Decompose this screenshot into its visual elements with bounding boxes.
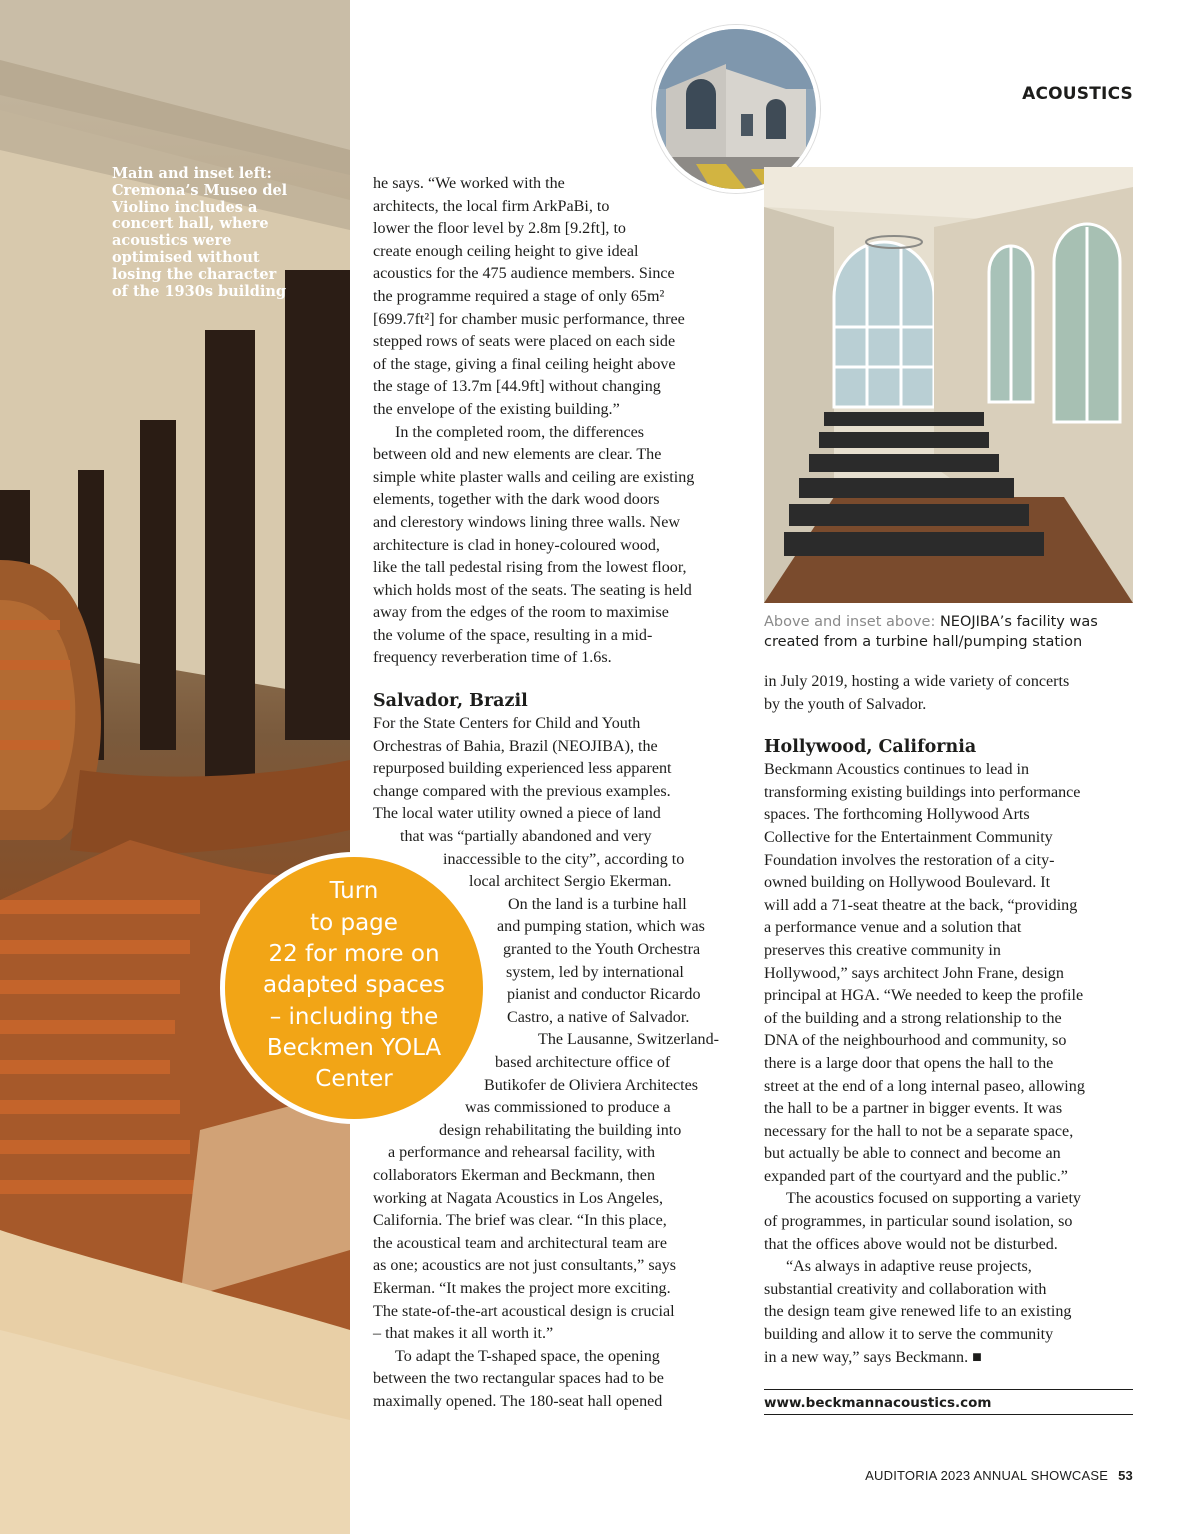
paragraph [373, 713, 748, 894]
paragraph [764, 759, 1139, 1188]
pullout-line: 22 for more on [268, 941, 440, 968]
text-line: expanded part of the courtyard and the public.” [764, 1167, 1068, 1185]
text-line: The local water utility owned a piece of land [373, 805, 661, 823]
text-line: create enough ceiling height to give ideal [373, 242, 639, 260]
text-line: “As always in adaptive reuse projects, [786, 1258, 1032, 1276]
neojiba-hall-photo [764, 167, 1133, 603]
text-line: and clerestory windows lining three walls. New [373, 513, 681, 531]
text-line: of the building and a strong relationship to the [764, 1009, 1062, 1027]
text-line: acoustics for the 475 audience members. Since [373, 265, 675, 283]
text-line: between old and new elements are clear. The [373, 446, 662, 464]
text-line: but actually be able to connect and become an [764, 1145, 1061, 1163]
text-line: that the offices above would not be disturbed. [764, 1235, 1058, 1253]
left-photo-caption: Main and inset left: Cremona’s Museo del Violino includes a concert hall, where acoustics were optimised without losing the character of the 1930s building [112, 165, 288, 300]
text-line: owned building on Hollywood Boulevard. It [764, 874, 1051, 892]
article-column-2 [764, 671, 1139, 1369]
text-line: For the State Centers for Child and Youth [373, 715, 641, 733]
subheading-salvador: Salvador, Brazil [373, 691, 528, 712]
text-line: a performance and rehearsal facility, with [388, 1144, 656, 1162]
text-line: Beckmann Acoustics continues to lead in [764, 761, 1030, 779]
text-line: the acoustical team and architectural team are [373, 1234, 667, 1252]
pullout-line: – including the [269, 1003, 439, 1030]
pullout-line: adapted spaces [263, 972, 445, 999]
text-line: there is a large door that opens the hall to the [764, 1054, 1054, 1072]
text-line: Butikofer de Oliviera Architectes [484, 1076, 699, 1094]
text-line: inaccessible to the city”, according to [443, 850, 685, 868]
text-line: Orchestras of Bahia, Brazil (NEOJIBA), the [373, 737, 658, 755]
text-line: of programmes, in particular sound isolation, so [764, 1213, 1073, 1231]
caption-text: NEOJIBA’s facility was created from a turbine hall/pumping station [764, 614, 1098, 650]
text-line: California. The brief was clear. “In this place, [373, 1212, 667, 1230]
paragraph [373, 422, 748, 671]
text-line: collaborators Ekerman and Beckmann, then [373, 1166, 655, 1184]
text-line: the programme required a stage of only 65m² [373, 287, 665, 305]
text-line: based architecture office of [495, 1053, 671, 1071]
text-line: repurposed building experienced less apparent [373, 760, 672, 778]
text-line: the stage of 13.7m [44.9ft] without changing [373, 378, 661, 396]
text-line: the envelope of the existing building.” [373, 400, 620, 418]
hall-interior-illustration [764, 167, 1133, 603]
text-line: he says. “We worked with the [373, 175, 565, 192]
pullout-line: Turn [329, 878, 379, 905]
text-line: between the two rectangular spaces had to be [373, 1370, 664, 1388]
text-line: frequency reverberation time of 1.6s. [373, 649, 612, 667]
text-line: lower the floor level by 2.8m [9.2ft], to [373, 220, 626, 238]
section-label: ACOUSTICS [1022, 84, 1133, 104]
text-line: [699.7ft²] for chamber music performance, three [373, 310, 685, 328]
text-line: Ekerman. “It makes the project more exciting. [373, 1279, 671, 1297]
text-line: Hollywood,” says architect John Frane, design [764, 964, 1064, 982]
text-line: architects, the local firm ArkPaBi, to [373, 197, 610, 215]
publication-name: AUDITORIA 2023 ANNUAL SHOWCASE [865, 1468, 1109, 1483]
text-line: maximally opened. The 180-seat hall opened [373, 1392, 663, 1410]
text-line: granted to the Youth Orchestra [503, 941, 701, 958]
text-line: street at the end of a long internal paseo, allowing [764, 1077, 1085, 1095]
text-line: Castro, a native of Salvador. [507, 1008, 690, 1026]
text-line: system, led by international [506, 963, 684, 981]
text-line: The Lausanne, Switzerland- [538, 1031, 719, 1049]
text-line: as one; acoustics are not just consultants,” says [373, 1257, 677, 1275]
text-line: will add a 71-seat theatre at the back, “providing [764, 896, 1078, 914]
text-line: – that makes it all worth it.” [373, 1325, 554, 1343]
article-column-1 [373, 173, 748, 1413]
text-line: the volume of the space, resulting in a mid- [373, 626, 653, 644]
text-line: The acoustics focused on supporting a variety [786, 1190, 1081, 1208]
text-line: the hall to be a partner in bigger events. It was [764, 1100, 1063, 1118]
text-line: The state-of-the-art acoustical design is crucial [373, 1302, 675, 1320]
page-number: 53 [1118, 1468, 1133, 1483]
text-line: preserves this creative community in [764, 941, 1001, 959]
pullout-line: to page [310, 909, 398, 936]
text-line: transforming existing buildings into performance [764, 783, 1081, 801]
text-line: design rehabilitating the building into [439, 1121, 682, 1139]
paragraph [764, 1256, 1139, 1369]
caption-lead: Above and inset above: [764, 614, 936, 630]
text-line: necessary for the hall to not be a separate space, [764, 1122, 1074, 1140]
text-line: To adapt the T-shaped space, the opening [395, 1347, 660, 1365]
website-link-text[interactable]: www.beckmannacoustics.com [764, 1393, 1133, 1415]
text-line: building and allow it to serve the community [764, 1326, 1054, 1344]
text-line: working at Nagata Acoustics in Los Angeles, [373, 1189, 664, 1207]
text-line: that was “partially abandoned and very [400, 828, 652, 846]
pullout-line: Center [315, 1066, 393, 1093]
subheading-hollywood: Hollywood, California [764, 737, 977, 758]
text-line: change compared with the previous examples. [373, 782, 671, 800]
text-line: simple white plaster walls and ceiling are existing [373, 468, 695, 486]
paragraph [764, 1188, 1139, 1256]
pullout-text [244, 876, 464, 1095]
text-line: elements, together with the dark wood doors [373, 491, 660, 509]
text-line: the design team give renewed life to an existing [764, 1303, 1072, 1321]
paragraph [764, 671, 1139, 716]
text-line: DNA of the neighbourhood and community, so [764, 1032, 1067, 1050]
text-line: pianist and conductor Ricardo [507, 986, 701, 1004]
text-line: in July 2019, hosting a wide variety of concerts [764, 673, 1070, 690]
text-line: Foundation involves the restoration of a city- [764, 851, 1055, 869]
text-line: Collective for the Entertainment Community [764, 828, 1053, 846]
text-line: was commissioned to produce a [465, 1099, 671, 1117]
pullout-callout [220, 852, 488, 1124]
text-line: away from the edges of the room to maximise [373, 604, 669, 622]
text-line: spaces. The forthcoming Hollywood Arts [764, 806, 1030, 824]
text-line: In the completed room, the differences [395, 423, 645, 441]
text-line: which holds most of the seats. The seating is held [373, 581, 692, 599]
text-line: substantial creativity and collaboration with [764, 1280, 1047, 1298]
text-line: and pumping station, which was [497, 918, 705, 936]
paragraph [373, 173, 748, 422]
text-line: by the youth of Salvador. [764, 695, 927, 713]
text-line: stepped rows of seats were placed on each side [373, 333, 676, 351]
paragraph [373, 1346, 748, 1414]
concert-hall-photo [0, 0, 350, 1534]
text-line: On the land is a turbine hall [508, 895, 687, 913]
website-link[interactable] [764, 1389, 1133, 1415]
text-line: of the stage, giving a final ceiling height above [373, 355, 676, 373]
right-photo-caption [764, 612, 1136, 652]
pullout-line: Beckmen YOLA [266, 1034, 442, 1061]
text-line: like the tall pedestal rising from the lowest floor, [373, 559, 687, 577]
text-line: local architect Sergio Ekerman. [469, 873, 672, 891]
text-line: architecture is clad in honey-coloured wood, [373, 536, 660, 554]
building-exterior-illustration [656, 29, 816, 189]
text-line: in a new way,” says Beckmann. ■ [764, 1348, 982, 1366]
text-line: principal at HGA. “We needed to keep the profile [764, 987, 1084, 1005]
page-footer [700, 1468, 1133, 1483]
text-line: a performance venue and a solution that [764, 919, 1022, 937]
